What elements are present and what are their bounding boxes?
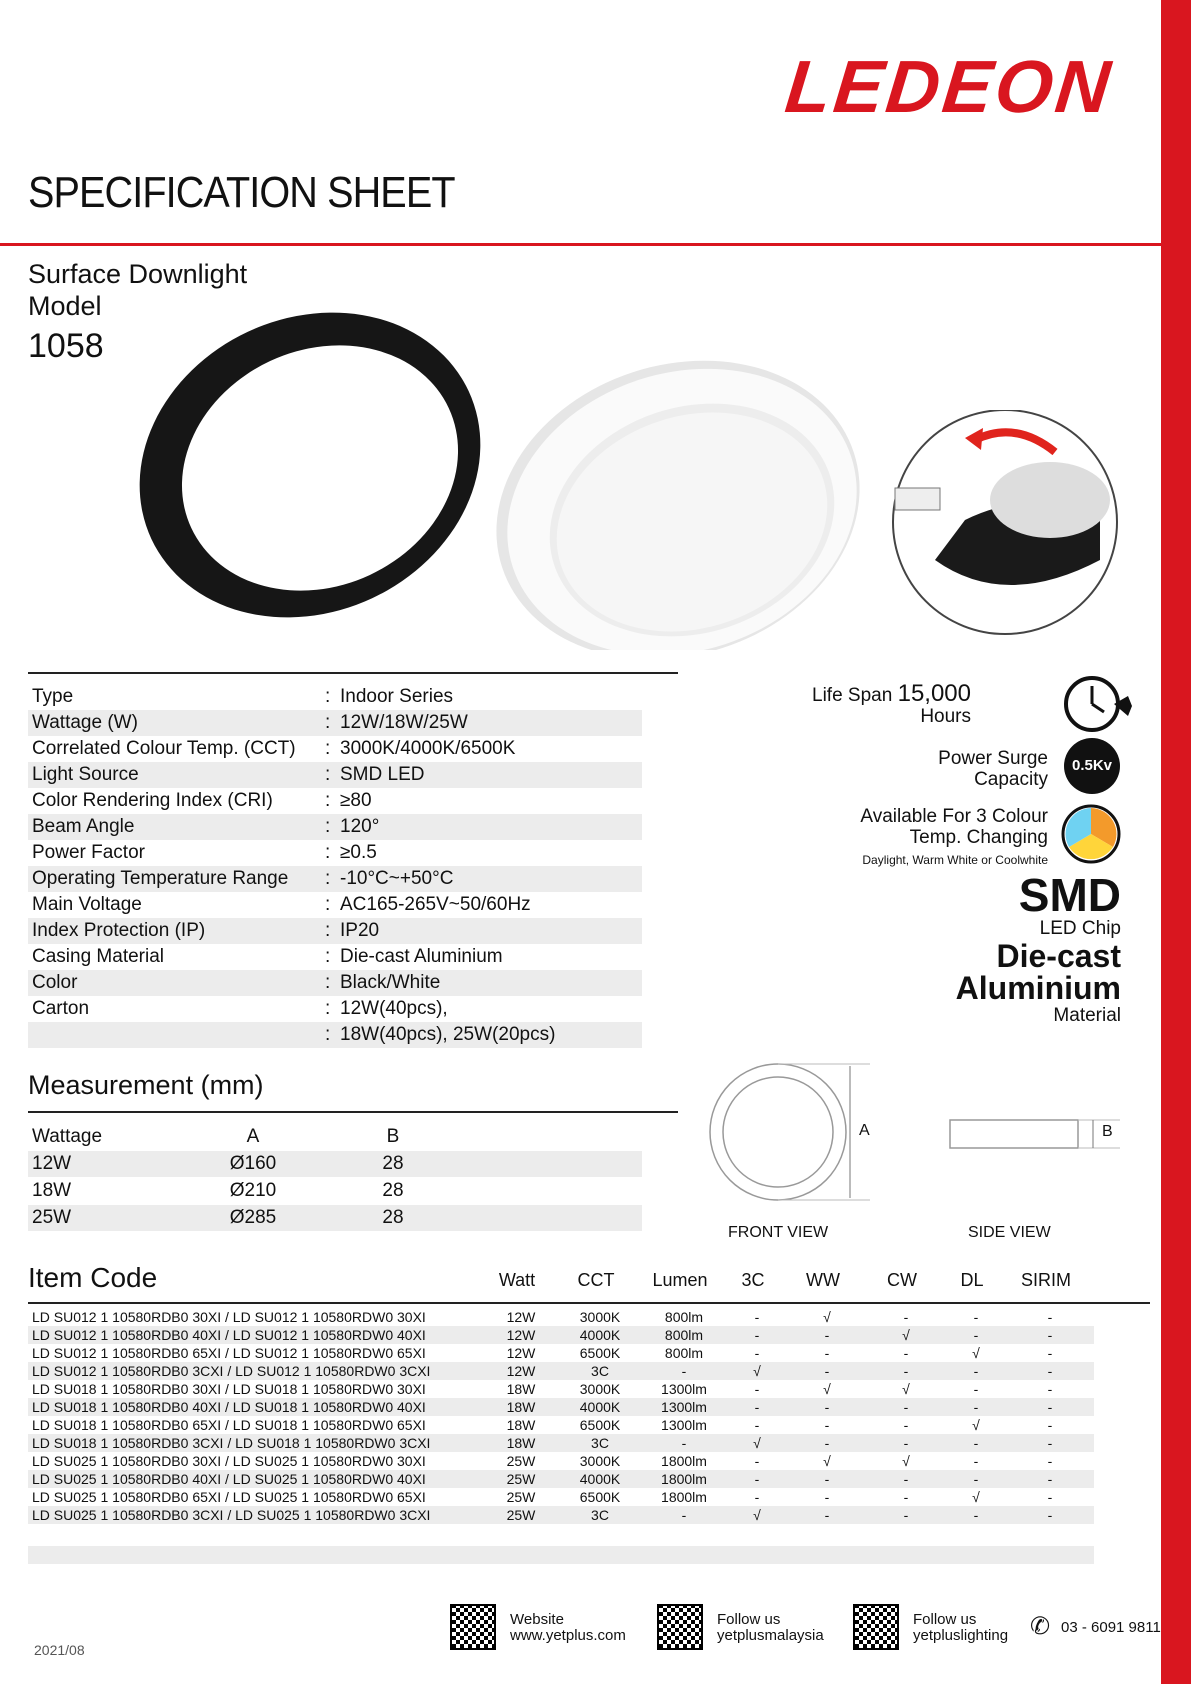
colour-text: Available For 3 Colour Temp. Changing Daylight, Warm White or Coolwhite — [860, 806, 1048, 867]
item-cell: - — [1047, 1399, 1053, 1415]
item-code-blank-row — [28, 1546, 1094, 1564]
item-cell: - — [903, 1363, 909, 1379]
item-code: LD SU025 1 10580RDB0 30XI / LD SU025 1 10580RDW0 30XI — [32, 1453, 426, 1469]
item-code-row — [28, 1434, 1094, 1452]
item-cell: - — [1047, 1327, 1053, 1343]
item-cell: - — [973, 1327, 979, 1343]
spec-value: Black/White — [340, 972, 441, 993]
item-cell: 6500K — [579, 1345, 621, 1361]
lifespan-value: 15,000 — [897, 680, 971, 707]
item-cell: - — [824, 1363, 830, 1379]
side-view-label: SIDE VIEW — [968, 1224, 1051, 1241]
item-cell: √ — [753, 1507, 761, 1523]
website-link[interactable]: www.yetplus.com — [510, 1627, 626, 1644]
brand-logo: LEDEON — [781, 45, 1117, 128]
item-cell: - — [1047, 1489, 1053, 1505]
item-cell: - — [973, 1309, 979, 1325]
spec-key: Operating Temperature Range — [32, 868, 289, 889]
item-cell: - — [681, 1435, 687, 1451]
spec-value: -10°C~+50°C — [340, 868, 454, 889]
spec-row: Color Rendering Index (CRI) : ≥80 — [28, 788, 642, 814]
spec-row: Index Protection (IP) : IP20 — [28, 918, 642, 944]
item-header: DL — [960, 1270, 984, 1290]
item-cell: - — [824, 1471, 830, 1487]
spec-row: Casing Material : Die-cast Aluminium — [28, 944, 642, 970]
item-cell: - — [973, 1363, 979, 1379]
spec-value: 12W(40pcs), — [340, 998, 448, 1019]
item-cell: 1800lm — [661, 1453, 707, 1469]
item-code: LD SU018 1 10580RDB0 65XI / LD SU018 1 10580RDW0 65XI — [32, 1417, 426, 1433]
item-cell: - — [1047, 1309, 1053, 1325]
item-cell: - — [681, 1507, 687, 1523]
item-header: 3C — [741, 1270, 765, 1290]
spec-row: Wattage (W) : 12W/18W/25W — [28, 710, 642, 736]
qr-code-facebook-malaysia[interactable] — [657, 1604, 703, 1650]
item-code-row — [28, 1416, 1094, 1434]
item-code-row — [28, 1380, 1094, 1398]
lifespan-text — [812, 680, 971, 727]
item-code: LD SU018 1 10580RDB0 3CXI / LD SU018 1 10580RDW0 3CXI — [32, 1435, 431, 1451]
item-code-row — [28, 1344, 1094, 1362]
item-cell: 6500K — [579, 1417, 621, 1433]
spec-row: Type : Indoor Series — [28, 684, 642, 710]
header-divider — [0, 243, 1161, 246]
item-cell: - — [973, 1453, 979, 1469]
spec-key: Wattage (W) — [32, 712, 138, 733]
item-cell: - — [1047, 1381, 1053, 1397]
spec-key: Color — [32, 972, 78, 993]
item-cell: - — [824, 1345, 830, 1361]
item-cell: - — [973, 1471, 979, 1487]
item-cell: 3000K — [579, 1381, 621, 1397]
item-cell: - — [903, 1309, 909, 1325]
item-code-title: Item Code — [28, 1262, 158, 1293]
item-cell: - — [754, 1399, 760, 1415]
spec-value: IP20 — [340, 920, 380, 941]
measurement-row: 25W Ø285 28 — [28, 1205, 642, 1231]
material-heading: Die-cast Aluminium — [955, 938, 1121, 1006]
spec-key: Casing Material — [32, 946, 164, 967]
item-cell: 25W — [506, 1489, 536, 1505]
measurement-title: Measurement (mm) — [28, 1070, 264, 1100]
spec-value: ≥0.5 — [340, 842, 377, 863]
product-image — [80, 290, 870, 650]
item-code: LD SU018 1 10580RDB0 40XI / LD SU018 1 10580RDW0 40XI — [32, 1399, 426, 1415]
item-cell: 1300lm — [661, 1399, 707, 1415]
item-cell: 12W — [506, 1363, 536, 1379]
spec-value: 120° — [340, 816, 380, 837]
follow-malaysia-handle[interactable]: yetplusmalaysia — [717, 1627, 824, 1644]
item-cell: - — [754, 1381, 760, 1397]
spec-row: Carton : 12W(40pcs), — [28, 996, 642, 1022]
item-code-row — [28, 1506, 1094, 1524]
item-cell: - — [681, 1363, 687, 1379]
spec-value: ≥80 — [340, 790, 372, 811]
item-code-row — [28, 1398, 1094, 1416]
item-code-row — [28, 1452, 1094, 1470]
item-cell: - — [973, 1381, 979, 1397]
item-cell: - — [824, 1507, 830, 1523]
item-cell: √ — [823, 1309, 831, 1325]
colour-wheel-icon — [1061, 804, 1121, 864]
clock-icon — [1062, 674, 1136, 734]
material-sub: Material — [1053, 1005, 1121, 1026]
item-code: LD SU012 1 10580RDB0 40XI / LD SU012 1 10580RDW0 40XI — [32, 1327, 426, 1343]
item-cell: √ — [972, 1417, 980, 1433]
item-cell: - — [903, 1471, 909, 1487]
item-cell: 800lm — [664, 1345, 704, 1361]
item-cell: - — [754, 1327, 760, 1343]
item-cell: √ — [972, 1489, 980, 1505]
item-code-row — [28, 1362, 1094, 1380]
item-cell: - — [973, 1507, 979, 1523]
item-cell: √ — [753, 1435, 761, 1451]
surge-badge: 0.5Kv — [1064, 738, 1120, 794]
lifespan-unit: Hours — [920, 706, 971, 727]
item-cell: - — [754, 1453, 760, 1469]
item-cell: - — [903, 1399, 909, 1415]
item-code-row — [28, 1326, 1094, 1344]
item-code: LD SU012 1 10580RDB0 30XI / LD SU012 1 10580RDW0 30XI — [32, 1309, 426, 1325]
item-cell: - — [754, 1345, 760, 1361]
item-cell: 3C — [591, 1363, 609, 1379]
item-code: LD SU025 1 10580RDB0 65XI / LD SU025 1 10580RDW0 65XI — [32, 1489, 426, 1505]
item-code: LD SU025 1 10580RDB0 40XI / LD SU025 1 10580RDW0 40XI — [32, 1471, 426, 1487]
item-cell: 6500K — [579, 1489, 621, 1505]
item-cell: - — [1047, 1471, 1053, 1487]
item-code: LD SU018 1 10580RDB0 30XI / LD SU018 1 10580RDW0 30XI — [32, 1381, 426, 1397]
spec-row: Beam Angle : 120° — [28, 814, 642, 840]
item-cell: - — [973, 1399, 979, 1415]
item-code-rule — [28, 1302, 1150, 1304]
follow-lighting-block: Follow us yetpluslighting — [913, 1611, 1009, 1644]
item-cell: 18W — [506, 1417, 536, 1433]
item-cell: - — [1047, 1435, 1053, 1451]
item-cell: - — [903, 1435, 909, 1451]
qr-code-facebook-lighting[interactable] — [853, 1604, 899, 1650]
item-cell: - — [824, 1435, 830, 1451]
spec-value: AC165-265V~50/60Hz — [340, 894, 531, 915]
spec-row: Light Source : SMD LED — [28, 762, 642, 788]
measurement-row: 18W Ø210 28 — [32, 1180, 404, 1201]
item-code-row — [28, 1308, 1094, 1326]
document-date: 2021/08 — [34, 1642, 85, 1658]
item-cell: - — [1047, 1417, 1053, 1433]
item-cell: 1800lm — [661, 1489, 707, 1505]
item-header: CW — [887, 1270, 917, 1290]
spec-table-rule — [28, 672, 678, 674]
spec-row: Correlated Colour Temp. (CCT) : 3000K/4000K/6500K — [28, 736, 642, 762]
item-cell: - — [1047, 1507, 1053, 1523]
item-code-row — [28, 1470, 1094, 1488]
item-cell: √ — [823, 1381, 831, 1397]
model-label: Model — [28, 291, 102, 321]
spec-row: : 18W(40pcs), 25W(20pcs) — [28, 1022, 642, 1048]
dimension-a-label: A — [859, 1122, 870, 1139]
item-code: LD SU025 1 10580RDB0 3CXI / LD SU025 1 10580RDW0 3CXI — [32, 1507, 431, 1523]
item-cell: - — [903, 1507, 909, 1523]
smd-heading: SMD — [1018, 869, 1121, 921]
item-cell: - — [903, 1489, 909, 1505]
spec-value: SMD LED — [340, 764, 425, 785]
item-header: WW — [806, 1270, 840, 1290]
spec-key: Main Voltage — [32, 894, 142, 915]
spec-value: 3000K/4000K/6500K — [340, 738, 516, 759]
item-cell: 18W — [506, 1399, 536, 1415]
item-cell: - — [754, 1309, 760, 1325]
spec-key: Index Protection (IP) — [32, 920, 206, 941]
item-cell: 25W — [506, 1507, 536, 1523]
item-cell: 18W — [506, 1435, 536, 1451]
item-header: Lumen — [652, 1270, 708, 1290]
follow-malaysia-block: Follow us yetplusmalaysia — [717, 1611, 824, 1644]
item-cell: √ — [823, 1453, 831, 1469]
spec-value: Indoor Series — [340, 686, 454, 707]
spec-value: 12W/18W/25W — [340, 712, 468, 733]
product-name: Surface Downlight — [28, 259, 248, 289]
item-cell: 1800lm — [661, 1471, 707, 1487]
item-cell: - — [754, 1471, 760, 1487]
spec-key: Type — [32, 686, 74, 707]
lifespan-label: Life Span — [812, 685, 893, 706]
spec-key: Color Rendering Index (CRI) — [32, 790, 273, 811]
item-code: LD SU012 1 10580RDB0 3CXI / LD SU012 1 10580RDW0 3CXI — [32, 1363, 431, 1379]
spec-key: Correlated Colour Temp. (CCT) — [32, 738, 296, 759]
qr-code-website[interactable] — [450, 1604, 496, 1650]
dimension-b-label: B — [1102, 1123, 1113, 1140]
item-cell: - — [824, 1489, 830, 1505]
item-code: LD SU012 1 10580RDB0 65XI / LD SU012 1 10580RDW0 65XI — [32, 1345, 426, 1361]
item-cell: - — [824, 1417, 830, 1433]
measurement-rule — [28, 1111, 678, 1113]
phone-number[interactable]: 03 - 6091 9811 — [1061, 1619, 1161, 1636]
item-cell: - — [903, 1345, 909, 1361]
item-header: CCT — [577, 1270, 615, 1290]
item-cell: 25W — [506, 1453, 536, 1469]
phone-icon: ✆ — [1030, 1613, 1051, 1640]
item-cell: √ — [902, 1381, 910, 1397]
item-cell: √ — [902, 1327, 910, 1343]
item-cell: - — [903, 1417, 909, 1433]
measurement-header-row: Wattage A B — [32, 1126, 400, 1147]
item-header: SIRIM — [1020, 1270, 1071, 1290]
spec-key: Beam Angle — [32, 816, 135, 837]
smd-sub: LED Chip — [1039, 918, 1121, 939]
dimension-diagram — [700, 1062, 1140, 1202]
item-cell: 4000K — [579, 1327, 621, 1343]
website-block: Website www.yetplus.com — [510, 1611, 626, 1644]
surge-text: Power Surge Capacity — [938, 748, 1048, 790]
item-cell: - — [1047, 1363, 1053, 1379]
item-cell: 3C — [591, 1435, 609, 1451]
item-cell: - — [973, 1435, 979, 1451]
spec-row: Power Factor : ≥0.5 — [28, 840, 642, 866]
spec-row: Color : Black/White — [28, 970, 642, 996]
item-cell: 4000K — [579, 1471, 621, 1487]
spec-key: Carton — [32, 998, 90, 1019]
item-cell: - — [824, 1327, 830, 1343]
item-cell: 1300lm — [661, 1417, 707, 1433]
item-cell: - — [1047, 1345, 1053, 1361]
item-cell: - — [824, 1399, 830, 1415]
item-code-row — [28, 1488, 1094, 1506]
item-cell: - — [754, 1417, 760, 1433]
item-header: Watt — [498, 1270, 536, 1290]
front-view-label: FRONT VIEW — [728, 1224, 829, 1241]
spec-value: Die-cast Aluminium — [340, 946, 503, 967]
item-cell: 3000K — [579, 1453, 621, 1469]
item-cell: 25W — [506, 1471, 536, 1487]
model-number: 1058 — [28, 327, 104, 365]
driver-detail-image — [875, 410, 1135, 640]
item-cell: - — [1047, 1453, 1053, 1469]
item-cell: √ — [902, 1453, 910, 1469]
page-title: SPECIFICATION SHEET — [28, 168, 455, 217]
item-cell: 3C — [591, 1507, 609, 1523]
item-cell: 800lm — [664, 1309, 704, 1325]
item-cell: √ — [753, 1363, 761, 1379]
item-cell: 4000K — [579, 1399, 621, 1415]
item-cell: 3000K — [579, 1309, 621, 1325]
item-cell: 800lm — [664, 1327, 704, 1343]
item-cell: - — [754, 1489, 760, 1505]
follow-lighting-handle[interactable]: yetpluslighting — [913, 1627, 1009, 1644]
item-cell: 12W — [506, 1327, 536, 1343]
item-cell: √ — [972, 1345, 980, 1361]
item-cell: 12W — [506, 1309, 536, 1325]
item-cell: 12W — [506, 1345, 536, 1361]
spec-key: Light Source — [32, 764, 139, 785]
spec-value: 18W(40pcs), 25W(20pcs) — [340, 1024, 556, 1045]
item-cell: 18W — [506, 1381, 536, 1397]
spec-row: Operating Temperature Range : -10°C~+50°C — [28, 866, 642, 892]
spec-row: Main Voltage : AC165-265V~50/60Hz — [28, 892, 642, 918]
spec-key: Power Factor — [32, 842, 145, 863]
item-cell: 1300lm — [661, 1381, 707, 1397]
side-accent-bar — [1161, 0, 1191, 1684]
measurement-row: 12W Ø160 28 — [28, 1151, 642, 1177]
